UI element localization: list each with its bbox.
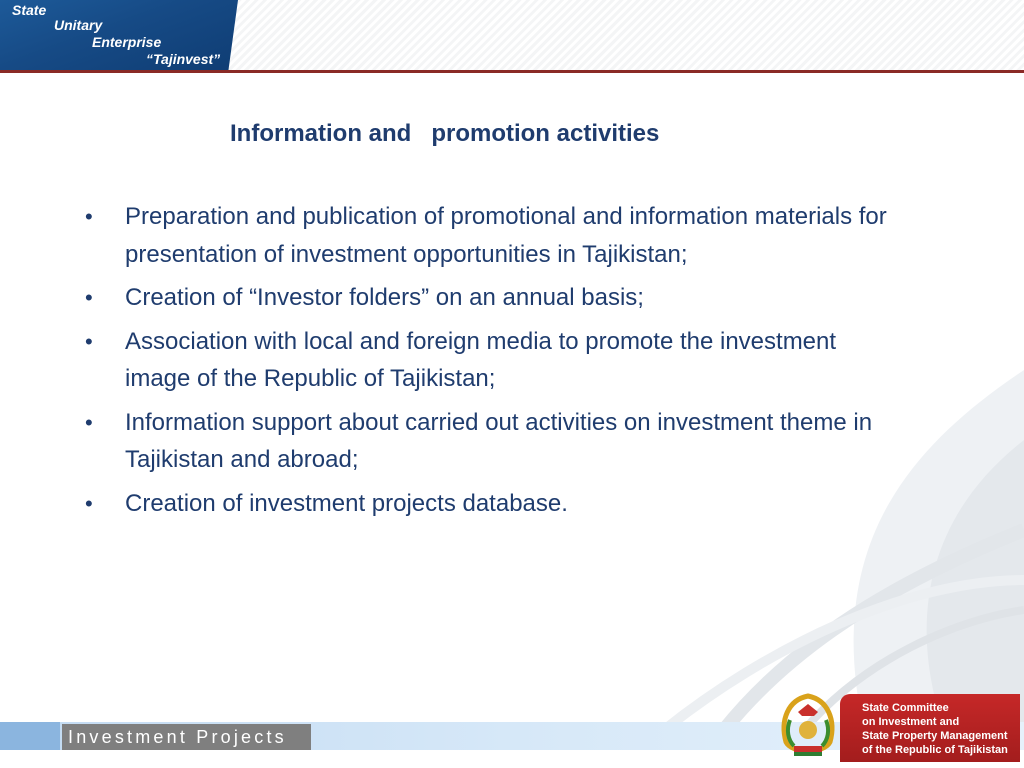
bullet-text: Association with local and foreign media to promote the investment image of the Republic of Tajikistan; (125, 327, 837, 392)
bullet-text: Preparation and publication of promotional and information materials for presentation of investment opportunities in Tajikistan; (125, 203, 887, 268)
committee-line-3: State Property Management (862, 730, 1008, 742)
bullet-text: Creation of investment projects database. (125, 489, 568, 517)
logo-line-3: Enterprise (92, 34, 162, 50)
bullet-icon: • (85, 409, 93, 435)
footer-accent-block (0, 722, 60, 750)
list-item (85, 279, 905, 317)
committee-line-1: State Committee (862, 702, 949, 714)
bullet-icon: • (85, 204, 93, 229)
list-item (85, 323, 905, 398)
committee-line-2: on Investment and (862, 716, 960, 728)
committee-line-4: of the Republic of Tajikistan (862, 744, 1008, 756)
bullet-icon: • (85, 490, 93, 516)
logo-line-2: Unitary (54, 17, 103, 33)
tajikistan-emblem-icon (776, 690, 840, 760)
list-item (85, 485, 905, 523)
bullet-icon: • (85, 328, 93, 354)
logo-line-4: “Tajinvest” (146, 51, 221, 67)
header-rule (0, 70, 1024, 73)
list-item (85, 404, 905, 479)
footer-label: Investment Projects (68, 727, 287, 747)
logo-line-1: State (12, 2, 47, 18)
list-item (85, 198, 905, 273)
bullet-list (85, 198, 905, 528)
bullet-icon: • (85, 285, 93, 310)
bullet-text: Creation of “Investor folders” on an annual basis; (125, 284, 644, 311)
bullet-text: Information support about carried out activities on investment theme in Tajikistan and abroad; (125, 408, 873, 473)
slide-title: Information and promotion activities (230, 120, 660, 147)
